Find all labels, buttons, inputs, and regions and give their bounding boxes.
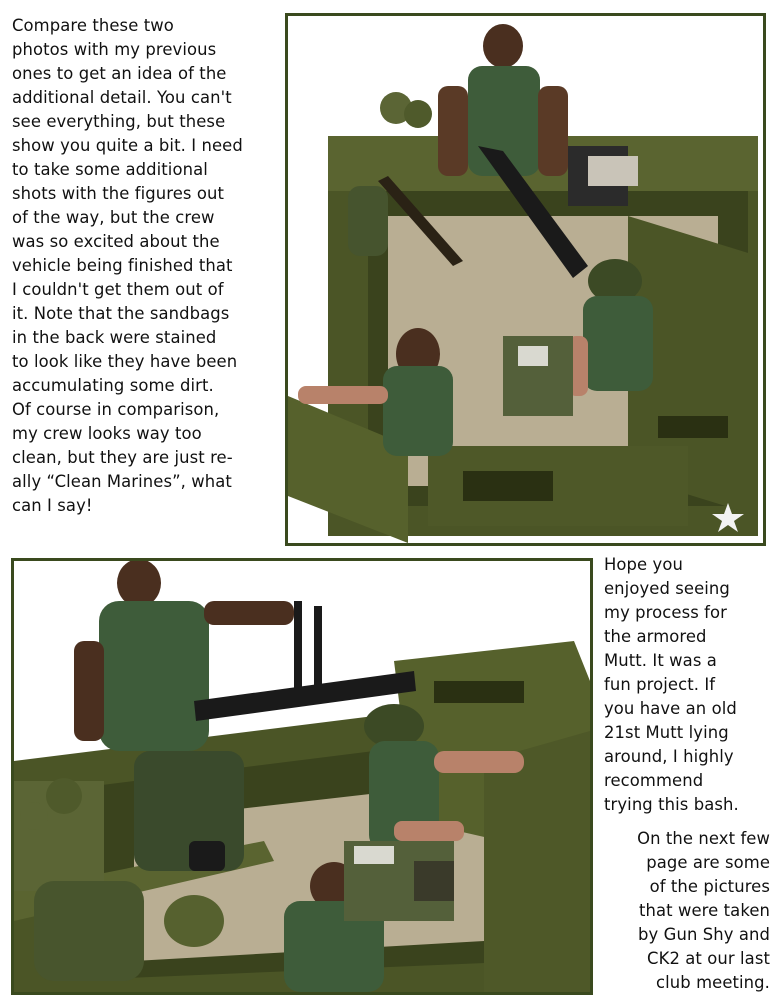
- text-line: Mutt. It was a: [604, 651, 717, 670]
- text-line: 21st Mutt lying: [604, 723, 729, 742]
- text-line: was so excited about the: [12, 232, 220, 251]
- text-line: my process for: [604, 603, 728, 622]
- text-line: to look like they have been: [12, 352, 238, 371]
- text-line: to take some additional: [12, 160, 208, 179]
- text-line: ones to get an idea of the: [12, 64, 227, 83]
- text-line: by Gun Shy and: [638, 925, 770, 944]
- text-line: show you quite a bit. I need: [12, 136, 243, 155]
- text-line: my crew looks way too: [12, 424, 202, 443]
- text-line: page are some: [646, 853, 770, 872]
- text-line: trying this bash.: [604, 795, 739, 814]
- closing-paragraph-1: [604, 553, 739, 817]
- text-line: the armored: [604, 627, 707, 646]
- photo-vehicle-side-view: [11, 558, 593, 995]
- text-line: Compare these two: [12, 16, 174, 35]
- text-line: around, I highly: [604, 747, 734, 766]
- text-line: club meeting.: [656, 973, 770, 992]
- text-line: CK2 at our last: [647, 949, 770, 968]
- photo-vehicle-top-view: [285, 13, 766, 546]
- photo-illustration: [288, 16, 763, 543]
- text-line: shots with the figures out: [12, 184, 224, 203]
- text-line: fun project. If: [604, 675, 716, 694]
- text-line: Hope you: [604, 555, 683, 574]
- text-line: Of course in comparison,: [12, 400, 220, 419]
- text-line: see everything, but these: [12, 112, 226, 131]
- text-line: accumulating some dirt.: [12, 376, 214, 395]
- text-line: vehicle being finished that: [12, 256, 233, 275]
- text-line: that were taken: [638, 901, 770, 920]
- text-line: recommend: [604, 771, 704, 790]
- intro-paragraph: [12, 14, 243, 518]
- closing-paragraph-2: [600, 827, 770, 995]
- text-line: On the next few: [637, 829, 770, 848]
- text-line: in the back were stained: [12, 328, 217, 347]
- text-line: enjoyed seeing: [604, 579, 730, 598]
- photo-illustration: [14, 561, 590, 992]
- text-line: of the pictures: [649, 877, 770, 896]
- text-line: you have an old: [604, 699, 737, 718]
- text-line: it. Note that the sandbags: [12, 304, 230, 323]
- text-line: ally “Clean Marines”, what: [12, 472, 232, 491]
- text-line: I couldn't get them out of: [12, 280, 224, 299]
- text-line: can I say!: [12, 496, 93, 515]
- text-line: additional detail. You can't: [12, 88, 232, 107]
- text-line: clean, but they are just re-: [12, 448, 233, 467]
- text-line: of the way, but the crew: [12, 208, 215, 227]
- text-line: photos with my previous: [12, 40, 217, 59]
